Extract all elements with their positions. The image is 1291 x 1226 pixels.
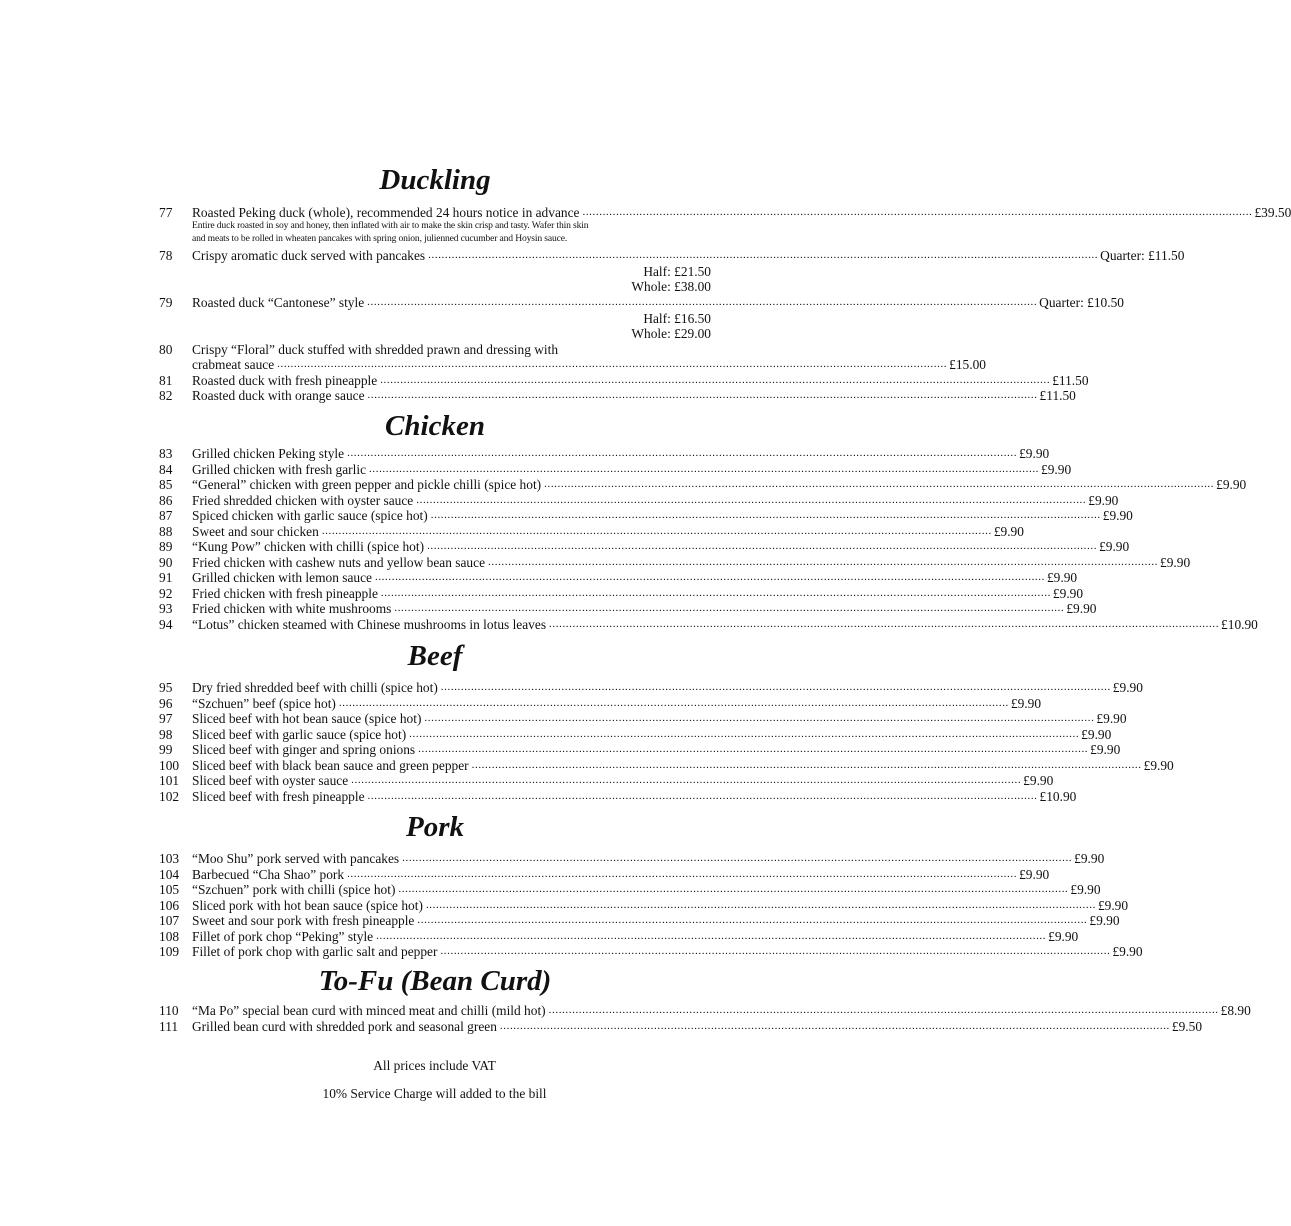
leader-dots: ........................................................................................................................................................................................................: [544, 478, 1215, 490]
item-price: £9.90: [1046, 570, 1078, 585]
menu-item-80: [159, 342, 711, 358]
item-number: 81: [159, 372, 173, 388]
item-number: 95: [159, 680, 173, 695]
item-name: Fillet of pork chop with garlic salt and pepper: [192, 944, 438, 959]
menu-item-78: [159, 248, 1185, 264]
item-number: 85: [159, 477, 173, 492]
leader-dots: ........................................................................................................................................................................................................: [402, 852, 1073, 864]
item-number: 97: [159, 711, 173, 726]
leader-dots: ........................................................................................................................................................................................................: [347, 867, 1018, 880]
leader-dots: ........................................................................................................................................................................................................: [488, 555, 1159, 568]
item-price: £9.90: [1160, 554, 1191, 570]
item-name: “Ma Po” special bean curd with minced meat and chilli (mild hot): [192, 1003, 546, 1018]
item-name: Roasted duck with orange sauce: [192, 388, 365, 403]
leader-dots: ........................................................................................................................................................................................................: [582, 206, 1253, 218]
leader-dots: ........................................................................................................................................................................................................: [367, 389, 1038, 401]
item-price: £11.50: [1052, 372, 1089, 388]
item-name: Grilled chicken Peking style: [192, 446, 345, 461]
leader-dots: ........................................................................................................................................................................................................: [380, 586, 1051, 599]
leader-dots: ........................................................................................................................................................................................................: [418, 743, 1089, 755]
item-number: 94: [159, 616, 173, 632]
menu-item-82: [159, 388, 1076, 404]
item-price: £9.90: [1089, 913, 1120, 928]
menu-item-105: [159, 882, 1101, 898]
item-number: 83: [159, 446, 173, 461]
menu-item-89: [159, 539, 1130, 555]
item-number: 91: [159, 570, 173, 585]
leader-dots: ........................................................................................................................................................................................................: [424, 712, 1095, 724]
section-title-duckling: Duckling: [379, 164, 491, 196]
menu-item-85: [159, 477, 1247, 493]
section-title-pork: Pork: [406, 811, 464, 843]
item-number: 100: [159, 757, 180, 773]
item-number: 111: [159, 1018, 179, 1034]
item-name: Sliced beef with hot bean sauce (spice hot): [192, 711, 422, 726]
leader-dots: ........................................................................................................................................................................................................: [499, 1019, 1170, 1032]
item-number: 107: [159, 913, 180, 928]
menu-item-102: [159, 788, 1077, 805]
leader-dots: ........................................................................................................................................................................................................: [417, 914, 1088, 926]
leader-dots: ........................................................................................................................................................................................................: [409, 727, 1080, 740]
menu-item-90: [159, 554, 1191, 571]
leader-dots: ........................................................................................................................................................................................................: [367, 296, 1038, 308]
item-number: 103: [159, 851, 180, 866]
item-price: £10.90: [1221, 616, 1258, 632]
item-name: Sliced beef with ginger and spring onions: [192, 742, 416, 757]
leader-dots: ........................................................................................................................................................................................................: [351, 774, 1022, 786]
item-name: Sweet and sour chicken: [192, 523, 319, 539]
item-name: Fillet of pork chop “Peking” style: [192, 928, 374, 944]
section-title-chicken: Chicken: [385, 410, 485, 442]
item-name: Fried shredded chicken with oyster sauce: [192, 492, 414, 508]
menu-item-79: [159, 295, 1124, 311]
leader-dots: ........................................................................................................................................................................................................: [376, 929, 1047, 942]
item-price: £9.90: [1019, 866, 1050, 882]
menu-item-104: [159, 866, 1050, 883]
item-number: 109: [159, 944, 180, 959]
item-number: 96: [159, 695, 173, 711]
item-price: £9.90: [1216, 477, 1247, 492]
menu-item-77: [159, 205, 1291, 221]
item-description-line-2: and meats to be rolled in wheaten pancakes with spring onion, julienned cucumber and Hoysin sauce.: [192, 233, 568, 244]
item-name: Sliced beef with oyster sauce: [192, 773, 349, 788]
leader-dots: ........................................................................................................................................................................................................: [338, 696, 1009, 709]
item-number: 78: [159, 248, 173, 263]
item-name: “Szchuen” pork with chilli (spice hot): [192, 882, 396, 897]
item-price: £15.00: [949, 357, 986, 372]
menu-item-88: [159, 523, 1024, 540]
item-name: Fried chicken with fresh pineapple: [192, 585, 378, 601]
item-price: £9.90: [1074, 851, 1105, 866]
item-price: £9.50: [1171, 1018, 1203, 1034]
item-price: £10.90: [1039, 788, 1077, 804]
item-price-whole: Whole: £29.00: [631, 326, 711, 341]
item-price: £9.90: [1070, 882, 1101, 897]
menu-item-92: [159, 585, 1084, 602]
leader-dots: ........................................................................................................................................................................................................: [374, 571, 1045, 583]
item-number: 93: [159, 601, 173, 616]
leader-dots: ........................................................................................................................................................................................................: [398, 883, 1069, 895]
menu-item-83: [159, 446, 1050, 462]
item-name: Fried chicken with cashew nuts and yellow bean sauce: [192, 554, 486, 570]
item-price: £39.50: [1254, 205, 1291, 220]
leader-dots: ........................................................................................................................................................................................................: [425, 898, 1096, 911]
item-price: £9.90: [1096, 711, 1127, 726]
menu-item-98: [159, 726, 1112, 743]
item-price: £9.90: [1041, 461, 1072, 477]
item-name: Barbecued “Cha Shao” pork: [192, 866, 345, 882]
leader-dots: ........................................................................................................................................................................................................: [548, 1004, 1219, 1016]
vat-note: All prices include VAT: [373, 1058, 496, 1073]
menu-item-110: [159, 1003, 1251, 1019]
item-number: 110: [159, 1003, 179, 1018]
item-name: Grilled chicken with lemon sauce: [192, 570, 372, 585]
item-price: £9.90: [1097, 897, 1129, 913]
item-name: “Szchuen” beef (spice hot): [192, 695, 336, 711]
item-number: 106: [159, 897, 180, 913]
menu-item-97: [159, 711, 1127, 727]
menu-item-106: [159, 897, 1129, 914]
leader-dots: ........................................................................................................................................................................................................: [471, 758, 1142, 771]
leader-dots: ........................................................................................................................................................................................................: [440, 681, 1111, 693]
menu-item-87: [159, 508, 1133, 524]
item-name-line-2: crabmeat sauce: [192, 357, 275, 372]
menu-item-93: [159, 601, 1097, 617]
section-title-tofu: To-Fu (Bean Curd): [318, 965, 552, 997]
item-name: Sliced beef with garlic sauce (spice hot): [192, 726, 407, 742]
menu-item-107: [159, 913, 1120, 929]
item-price: £9.90: [1010, 695, 1042, 711]
item-price-quarter: Quarter: £10.50: [1039, 295, 1124, 310]
leader-dots: ........................................................................................................................................................................................................: [428, 249, 1099, 261]
item-price: £9.90: [1081, 726, 1112, 742]
item-name-line-1: Crispy “Floral” duck stuffed with shredded prawn and dressing with: [192, 341, 559, 357]
item-price: £9.90: [1143, 757, 1174, 773]
menu-item-111: [159, 1018, 1203, 1035]
item-price: £9.90: [1052, 585, 1084, 601]
item-price: £9.90: [1102, 508, 1133, 523]
item-number: 86: [159, 492, 173, 508]
leader-dots: ........................................................................................................................................................................................................: [416, 493, 1087, 506]
item-price: £8.90: [1220, 1003, 1251, 1018]
item-price: £9.90: [1099, 539, 1130, 554]
item-number: 77: [159, 205, 173, 220]
item-name: Sweet and sour pork with fresh pineapple: [192, 913, 415, 928]
service-charge-note: 10% Service Charge will added to the bill: [322, 1086, 547, 1101]
item-name: Crispy aromatic duck served with pancakes: [192, 248, 426, 263]
item-price: £9.90: [1090, 742, 1121, 757]
item-name: Sliced beef with black bean sauce and green pepper: [192, 757, 469, 773]
item-price: £9.90: [1023, 773, 1054, 788]
item-price: £9.90: [1088, 492, 1119, 508]
item-name: Sliced pork with hot bean sauce (spice hot): [192, 897, 423, 913]
item-number: 82: [159, 388, 173, 403]
item-number: 104: [159, 866, 180, 882]
item-name: Grilled chicken with fresh garlic: [192, 461, 367, 477]
item-price-quarter: Quarter: £11.50: [1100, 248, 1185, 263]
item-price-whole: Whole: £38.00: [631, 279, 711, 294]
item-name: Dry fried shredded beef with chilli (spice hot): [192, 680, 438, 695]
leader-dots: ........................................................................................................................................................................................................: [277, 358, 948, 370]
item-number: 102: [159, 788, 180, 804]
item-number: 98: [159, 726, 173, 742]
item-price: £9.90: [1066, 601, 1097, 616]
item-number: 88: [159, 523, 173, 539]
leader-dots: ........................................................................................................................................................................................................: [367, 789, 1038, 802]
leader-dots: ........................................................................................................................................................................................................: [394, 602, 1065, 614]
item-price: £9.90: [1112, 680, 1143, 695]
item-price: £9.90: [1019, 446, 1050, 461]
menu-item-108: [159, 928, 1079, 945]
menu-item-81: [159, 372, 1089, 389]
leader-dots: ........................................................................................................................................................................................................: [549, 617, 1220, 630]
menu-item-101: [159, 773, 1054, 789]
item-name: Roasted Peking duck (whole), recommended 24 hours notice in advance: [192, 205, 580, 220]
item-name: Grilled bean curd with shredded pork and seasonal green: [192, 1018, 497, 1034]
item-number: 92: [159, 585, 173, 601]
item-name: “Kung Pow” chicken with chilli (spice hot): [192, 539, 425, 554]
menu-item-94: [159, 616, 1258, 633]
item-price: £9.90: [993, 523, 1024, 539]
leader-dots: ........................................................................................................................................................................................................: [427, 540, 1098, 552]
item-number: 79: [159, 295, 173, 310]
item-name: “General” chicken with green pepper and pickle chilli (spice hot): [192, 477, 542, 492]
item-number: 101: [159, 773, 180, 788]
item-name: “Lotus” chicken steamed with Chinese mushrooms in lotus leaves: [192, 616, 547, 632]
item-name: Roasted duck with fresh pineapple: [192, 372, 378, 388]
item-number: 89: [159, 539, 173, 554]
item-price-half: Half: £16.50: [643, 310, 711, 326]
item-number: 99: [159, 742, 173, 757]
menu-item-109: [159, 944, 1143, 960]
item-number: 84: [159, 461, 173, 477]
item-name: Fried chicken with white mushrooms: [192, 601, 392, 616]
menu-item-91: [159, 570, 1078, 586]
item-price-half: Half: £21.50: [643, 263, 711, 279]
item-description-line-1: Entire duck roasted in soy and honey, then inflated with air to make the skin crisp and tasty. Wafer thin skin: [192, 220, 589, 231]
item-name: Sliced beef with fresh pineapple: [192, 788, 365, 804]
item-price: £9.90: [1112, 944, 1143, 959]
item-name: “Moo Shu” pork served with pancakes: [192, 851, 400, 866]
leader-dots: ........................................................................................................................................................................................................: [380, 373, 1051, 386]
menu-item-99: [159, 742, 1121, 758]
item-name: Spiced chicken with garlic sauce (spice hot): [192, 508, 428, 523]
menu-item-95: [159, 680, 1143, 696]
item-number: 87: [159, 508, 173, 523]
item-name: Roasted duck “Cantonese” style: [192, 295, 365, 310]
menu-item-80-continued: [159, 357, 986, 373]
leader-dots: ........................................................................................................................................................................................................: [430, 509, 1101, 521]
leader-dots: ........................................................................................................................................................................................................: [321, 524, 992, 537]
leader-dots: ........................................................................................................................................................................................................: [369, 462, 1040, 475]
menu-item-96: [159, 695, 1042, 712]
item-price: £11.50: [1039, 388, 1076, 403]
item-number: 90: [159, 554, 173, 570]
item-number: 108: [159, 928, 180, 944]
menu-item-84: [159, 461, 1072, 478]
item-number: 80: [159, 341, 173, 357]
item-price: £9.90: [1048, 928, 1079, 944]
menu-item-100: [159, 757, 1174, 774]
item-number: 105: [159, 882, 180, 897]
section-title-beef: Beef: [407, 640, 463, 672]
menu-item-86: [159, 492, 1119, 509]
leader-dots: ........................................................................................................................................................................................................: [347, 447, 1018, 459]
leader-dots: ........................................................................................................................................................................................................: [440, 945, 1111, 957]
menu-item-103: [159, 851, 1105, 867]
